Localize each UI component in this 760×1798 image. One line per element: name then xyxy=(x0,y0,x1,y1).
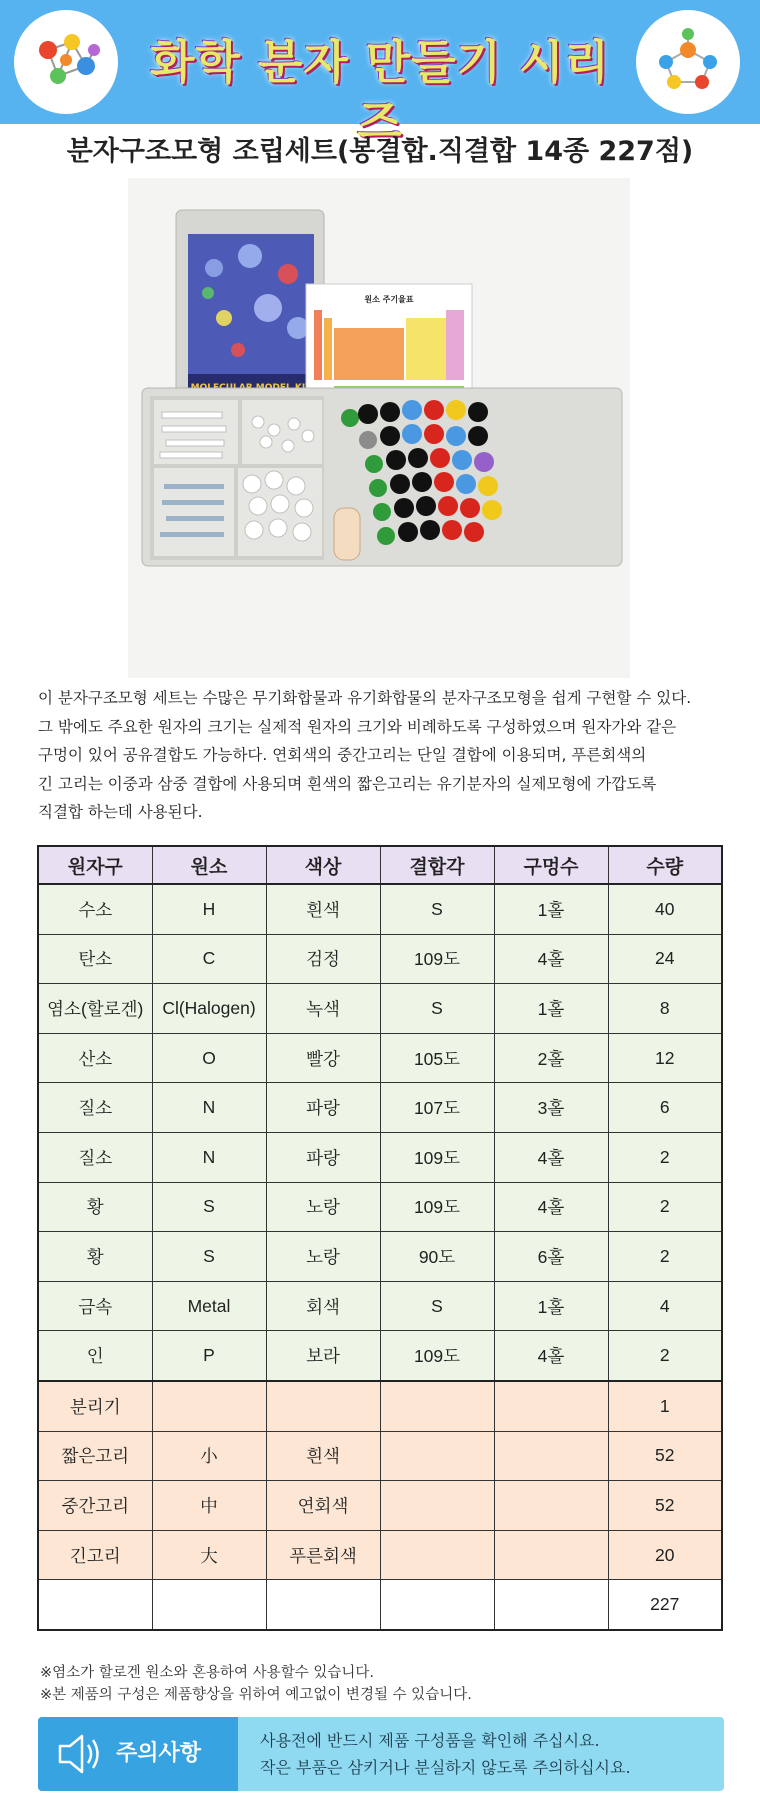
cell-color: 빨강 xyxy=(266,1033,380,1083)
caution-line: 사용전에 반드시 제품 구성품을 확인해 주십시요. xyxy=(260,1731,600,1750)
total-cell-quantity: 227 xyxy=(608,1580,722,1631)
table-row xyxy=(38,984,722,1034)
cell-atom: 황 xyxy=(38,1182,152,1232)
banner-title: 화학 분자 만들기 시리즈 xyxy=(150,35,610,149)
product-photo xyxy=(128,178,630,678)
cell-atom: 분리기 xyxy=(38,1381,152,1431)
description-line: 그 밖에도 주요한 원자의 크기는 실제적 원자의 크기와 비례하도록 구성하였으며 원자가와 같은 xyxy=(38,717,677,736)
caution-line: 작은 부품은 삼키거나 분실하지 않도록 주의하십시요. xyxy=(260,1758,631,1777)
table-row xyxy=(38,1481,722,1531)
cell-bond-angle: 109도 xyxy=(380,934,494,984)
molecule-icon xyxy=(14,10,118,114)
cell-element: S xyxy=(152,1232,266,1282)
cell-quantity: 20 xyxy=(608,1530,722,1580)
card-title: 원소 주기율표 xyxy=(364,295,414,304)
caution-label xyxy=(38,1717,238,1791)
cell-holes xyxy=(494,1481,608,1531)
cell-element: Cl(Halogen) xyxy=(152,984,266,1034)
total-cell-atom xyxy=(38,1580,152,1631)
note-line: ※염소가 할로겐 원소와 혼용하여 사용할수 있습니다. xyxy=(40,1665,374,1681)
cell-holes: 4홀 xyxy=(494,934,608,984)
cell-quantity: 2 xyxy=(608,1331,722,1381)
cell-bond-angle xyxy=(380,1431,494,1481)
cell-quantity: 40 xyxy=(608,884,722,934)
cell-element: P xyxy=(152,1331,266,1381)
cell-bond-angle: 109도 xyxy=(380,1182,494,1232)
cell-atom: 짧은고리 xyxy=(38,1431,152,1481)
cell-element: N xyxy=(152,1132,266,1182)
header-bond-angle: 결합각 xyxy=(380,846,494,884)
cell-element: C xyxy=(152,934,266,984)
cell-element: Metal xyxy=(152,1281,266,1331)
table-row xyxy=(38,1381,722,1431)
total-cell-bond-angle xyxy=(380,1580,494,1631)
notes xyxy=(40,1662,472,1706)
total-cell-holes xyxy=(494,1580,608,1631)
cell-atom: 중간고리 xyxy=(38,1481,152,1531)
table-row xyxy=(38,1033,722,1083)
cell-color: 파랑 xyxy=(266,1132,380,1182)
cell-color: 노랑 xyxy=(266,1232,380,1282)
description-line: 구멍이 있어 공유결합도 가능하다. 연회색의 중간고리는 단일 결합에 이용되며, 푸른회색의 xyxy=(38,746,647,764)
cell-holes xyxy=(494,1431,608,1481)
speaker-icon xyxy=(48,1717,108,1791)
cell-bond-angle: S xyxy=(380,984,494,1034)
cell-atom: 염소(할로겐) xyxy=(38,984,152,1034)
cell-quantity: 2 xyxy=(608,1232,722,1282)
cell-color: 회색 xyxy=(266,1281,380,1331)
cell-element: N xyxy=(152,1083,266,1133)
table-row xyxy=(38,1083,722,1133)
cell-holes: 1홀 xyxy=(494,984,608,1034)
cell-quantity: 6 xyxy=(608,1083,722,1133)
cell-quantity: 8 xyxy=(608,984,722,1034)
cell-color: 보라 xyxy=(266,1331,380,1381)
cell-bond-angle: 90도 xyxy=(380,1232,494,1282)
description-line: 긴 고리는 이중과 삼중 결합에 사용되며 흰색의 짧은고리는 유기분자의 실제모형에 가깝도록 xyxy=(38,774,657,793)
cell-element: 大 xyxy=(152,1530,266,1580)
cell-holes: 1홀 xyxy=(494,884,608,934)
molecule-icon xyxy=(636,10,740,114)
note-line: ※본 제품의 구성은 제품향상을 위하여 예고없이 변경될 수 있습니다. xyxy=(40,1687,472,1703)
cell-holes xyxy=(494,1530,608,1580)
header-holes: 구멍수 xyxy=(494,846,608,884)
molecule-logo-right xyxy=(636,10,740,114)
component-table xyxy=(37,845,723,1631)
cell-atom: 황 xyxy=(38,1232,152,1282)
cell-bond-angle: S xyxy=(380,884,494,934)
cell-element: O xyxy=(152,1033,266,1083)
table-row xyxy=(38,1182,722,1232)
cell-bond-angle: 105도 xyxy=(380,1033,494,1083)
cell-color: 녹색 xyxy=(266,984,380,1034)
description-line: 이 분자구조모형 세트는 수많은 무기화합물과 유기화합물의 분자구조모형을 쉽게 구현할 수 있다. xyxy=(38,689,692,707)
cell-color: 연회색 xyxy=(266,1481,380,1531)
caution-title: 주의사항 xyxy=(116,1741,202,1766)
header-quantity: 수량 xyxy=(608,846,722,884)
table-row xyxy=(38,1530,722,1580)
cell-bond-angle: 107도 xyxy=(380,1083,494,1133)
cell-element xyxy=(152,1381,266,1431)
cell-atom: 금속 xyxy=(38,1281,152,1331)
cell-color: 흰색 xyxy=(266,1431,380,1481)
cell-element: 中 xyxy=(152,1481,266,1531)
table-row xyxy=(38,884,722,934)
description-line: 직결합 하는데 사용된다. xyxy=(38,803,203,821)
cell-bond-angle: 109도 xyxy=(380,1331,494,1381)
product-description xyxy=(38,684,728,827)
header-color: 색상 xyxy=(266,846,380,884)
cell-color xyxy=(266,1381,380,1431)
cell-quantity: 24 xyxy=(608,934,722,984)
cell-element: S xyxy=(152,1182,266,1232)
cell-atom: 산소 xyxy=(38,1033,152,1083)
total-cell-color xyxy=(266,1580,380,1631)
total-cell-element xyxy=(152,1580,266,1631)
table-row xyxy=(38,1232,722,1282)
cell-atom: 질소 xyxy=(38,1132,152,1182)
cell-holes: 3홀 xyxy=(494,1083,608,1133)
cell-holes: 2홀 xyxy=(494,1033,608,1083)
table-row xyxy=(38,1431,722,1481)
banner xyxy=(0,0,760,149)
cell-atom: 탄소 xyxy=(38,934,152,984)
cell-quantity: 4 xyxy=(608,1281,722,1331)
caution-box xyxy=(38,1717,724,1791)
table-row xyxy=(38,1132,722,1182)
table-row xyxy=(38,1281,722,1331)
table-row xyxy=(38,934,722,984)
table-row xyxy=(38,1331,722,1381)
cell-color: 검정 xyxy=(266,934,380,984)
cell-holes: 1홀 xyxy=(494,1281,608,1331)
cell-quantity: 52 xyxy=(608,1481,722,1531)
cell-color: 흰색 xyxy=(266,884,380,934)
header-element: 원소 xyxy=(152,846,266,884)
cell-bond-angle xyxy=(380,1530,494,1580)
cell-bond-angle xyxy=(380,1381,494,1431)
cell-color: 노랑 xyxy=(266,1182,380,1232)
cell-quantity: 12 xyxy=(608,1033,722,1083)
cell-atom: 긴고리 xyxy=(38,1530,152,1580)
cell-quantity: 2 xyxy=(608,1182,722,1232)
cell-atom: 질소 xyxy=(38,1083,152,1133)
cell-holes xyxy=(494,1381,608,1431)
cell-holes: 4홀 xyxy=(494,1182,608,1232)
cell-bond-angle xyxy=(380,1481,494,1531)
table-header-row xyxy=(38,846,722,884)
page-title: 분자구조모형 조립세트(봉결합.직결합 14종 227점) xyxy=(66,136,694,167)
molecule-logo-left xyxy=(14,10,118,114)
cell-quantity: 2 xyxy=(608,1132,722,1182)
cell-holes: 4홀 xyxy=(494,1331,608,1381)
cell-atom: 인 xyxy=(38,1331,152,1381)
cell-quantity: 1 xyxy=(608,1381,722,1431)
cell-bond-angle: 109도 xyxy=(380,1132,494,1182)
cell-bond-angle: S xyxy=(380,1281,494,1331)
cell-element: H xyxy=(152,884,266,934)
cell-atom: 수소 xyxy=(38,884,152,934)
cell-holes: 6홀 xyxy=(494,1232,608,1282)
caution-text xyxy=(260,1727,631,1781)
cell-color: 파랑 xyxy=(266,1083,380,1133)
cell-holes: 4홀 xyxy=(494,1132,608,1182)
cell-quantity: 52 xyxy=(608,1431,722,1481)
header-atom: 원자구 xyxy=(38,846,152,884)
cell-element: 小 xyxy=(152,1431,266,1481)
cell-color: 푸른회색 xyxy=(266,1530,380,1580)
table-total-row xyxy=(38,1580,722,1631)
